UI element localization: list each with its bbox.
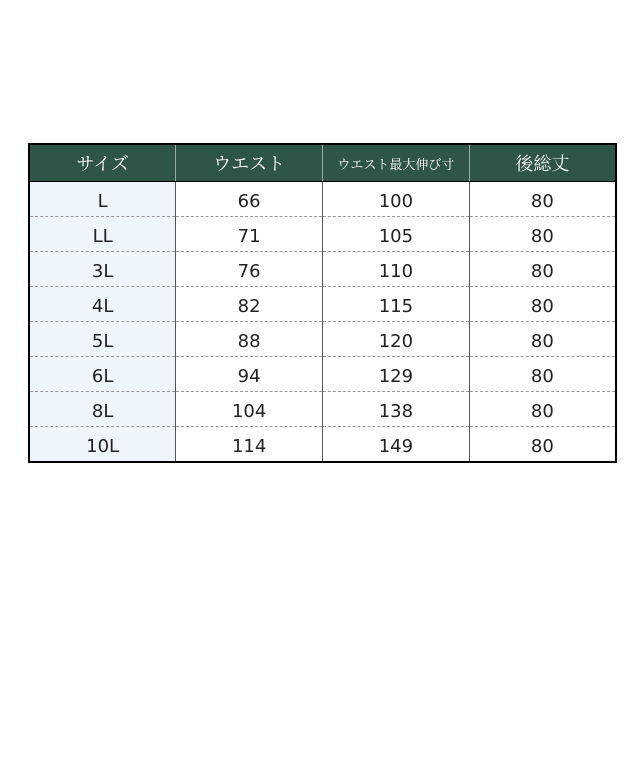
back-length-cell [469,322,616,357]
waist-cell [176,182,323,217]
table-row [29,322,616,357]
back-length-value: 80 [530,260,554,282]
size-label: L [97,190,108,212]
waist-max-cell [323,287,470,322]
back-length-cell [469,357,616,392]
waist-value: 71 [237,225,261,247]
waist-value: 114 [231,435,267,457]
waist-max-value: 138 [378,400,414,422]
back-length-cell [469,392,616,427]
waist-max-cell [323,182,470,217]
header-size: サイズ [29,144,176,182]
waist-max-value: 115 [378,295,414,317]
waist-max-value: 110 [378,260,414,282]
size-cell [29,322,176,357]
size-cell [29,287,176,322]
back-length-value: 80 [530,435,554,457]
header-back-length: 後総丈 [469,144,616,182]
header-row [29,144,616,182]
table-row [29,357,616,392]
back-length-cell [469,287,616,322]
table-row [29,252,616,287]
waist-cell [176,392,323,427]
waist-max-value: 100 [378,190,414,212]
size-label: 4L [91,295,114,317]
size-chart-table [28,143,617,463]
back-length-cell [469,252,616,287]
header-waist-max-stretch: ウエスト最大伸び寸 [323,144,470,182]
waist-max-cell [323,322,470,357]
waist-cell [176,252,323,287]
back-length-value: 80 [530,400,554,422]
waist-value: 76 [237,260,261,282]
waist-cell [176,287,323,322]
size-cell [29,427,176,463]
waist-cell [176,322,323,357]
back-length-cell [469,427,616,463]
size-label: 5L [91,330,114,352]
size-label: 6L [91,365,114,387]
table-row [29,217,616,252]
size-cell [29,182,176,217]
size-label: 10L [86,435,120,457]
size-cell [29,252,176,287]
waist-value: 66 [237,190,261,212]
waist-max-value: 129 [378,365,414,387]
table-row [29,182,616,217]
size-cell [29,392,176,427]
size-label: 3L [91,260,114,282]
waist-cell [176,427,323,463]
size-cell [29,217,176,252]
waist-max-cell [323,427,470,463]
waist-cell [176,217,323,252]
back-length-value: 80 [530,295,554,317]
back-length-value: 80 [530,365,554,387]
table-row [29,392,616,427]
size-label: LL [92,225,113,247]
waist-value: 94 [237,365,261,387]
waist-cell [176,357,323,392]
waist-value: 104 [231,400,267,422]
back-length-cell [469,182,616,217]
table-row [29,427,616,463]
back-length-value: 80 [530,190,554,212]
waist-max-cell [323,392,470,427]
waist-max-cell [323,357,470,392]
waist-max-value: 149 [378,435,414,457]
back-length-value: 80 [530,330,554,352]
size-cell [29,357,176,392]
waist-max-cell [323,217,470,252]
header-waist: ウエスト [176,144,323,182]
waist-max-value: 120 [378,330,414,352]
back-length-cell [469,217,616,252]
size-label: 8L [91,400,114,422]
waist-value: 82 [237,295,261,317]
table-row [29,287,616,322]
waist-max-cell [323,252,470,287]
waist-value: 88 [237,330,261,352]
back-length-value: 80 [530,225,554,247]
waist-max-value: 105 [378,225,414,247]
